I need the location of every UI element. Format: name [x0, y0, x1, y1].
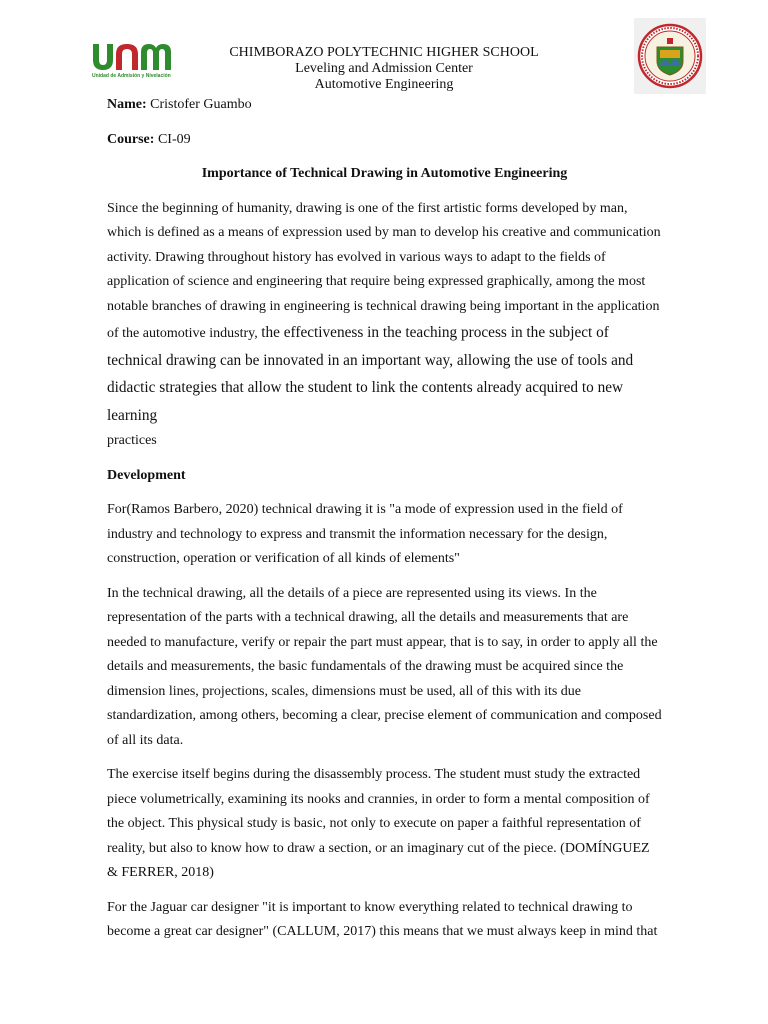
unach-logo-graphic — [90, 40, 174, 74]
course-line — [107, 128, 662, 153]
espoch-seal — [634, 18, 706, 94]
paragraph-4: For the Jaguar car designer "it is important to know everything related to technical drawing to become a great car designer" (CALLUM, 2017) this means that we must always keep in mind that — [107, 899, 658, 939]
document-body — [107, 93, 662, 955]
intro-part-1: Since the beginning of humanity, drawing is one of the first artistic forms developed by man, which is defined as a means of expression used by man to develop his creative and communication activity. Drawing throughout history has evolved in various ways to adapt to the fields of application of science and engineering that require being expressed graphically, among the most notable branches of drawing in engineering is technical drawing being important in the application of the automotive industry, — [107, 200, 661, 341]
name-value: Cristofer Guambo — [146, 97, 252, 112]
header-program-name: Automotive Engineering — [314, 77, 454, 92]
development-heading: Development — [107, 467, 186, 483]
seal-graphic — [637, 23, 703, 89]
course-value: CI-09 — [154, 131, 191, 147]
institution-header — [200, 45, 568, 93]
header-center-name: Leveling and Admission Center — [295, 61, 473, 76]
intro-paragraph — [107, 197, 662, 454]
logo-caption: Unidad de Admisión y Nivelación — [92, 73, 171, 79]
name-label: Name: — [107, 97, 147, 112]
student-name-line — [107, 93, 662, 118]
course-label: Course: — [107, 131, 155, 147]
paragraph-2: In the technical drawing, all the details of a piece are represented using its views. In the representation of the parts with a technical drawing, all the details and measurements that are needed to manufacture, verify or repair the part must appear, that is to say, in order to apply all the details and measurements, the basic fundamentals of the drawing must be acquired since the dimension lines, projections, scales, dimensions must be used, all of this with its due standardization, among others, becoming a clear, precise element of communication and composed of all its data. — [107, 585, 662, 748]
paragraph-1: For(Ramos Barbero, 2020) technical drawing it is "a mode of expression used in the field of industry and technology to express and transmit the information necessary for the design, construction, operation or verification of all kinds of elements" — [107, 502, 623, 566]
header-school-name: CHIMBORAZO POLYTECHNIC HIGHER SCHOOL — [229, 45, 539, 60]
unach-logo — [90, 40, 174, 82]
intro-part-2: the effectiveness in the teaching process in the subject of technical drawing can be innovated in an important way, allowing the use of tools and didactic strategies that allow the student to link the contents already acquired to new learning — [107, 324, 634, 424]
paragraph-3: The exercise itself begins during the disassembly process. The student must study the extracted piece volumetrically, examining its nooks and crannies, in order to form a mental composition of the object. This physical study is basic, not only to execute on paper a faithful representation of reality, but also to know how to draw a section, or an imaginary cut of the piece. (DOMÍNGUEZ & FERRER, 2018) — [107, 767, 650, 880]
intro-part-3: practices — [107, 433, 157, 448]
document-title: Importance of Technical Drawing in Automotive Engineering — [201, 166, 568, 181]
